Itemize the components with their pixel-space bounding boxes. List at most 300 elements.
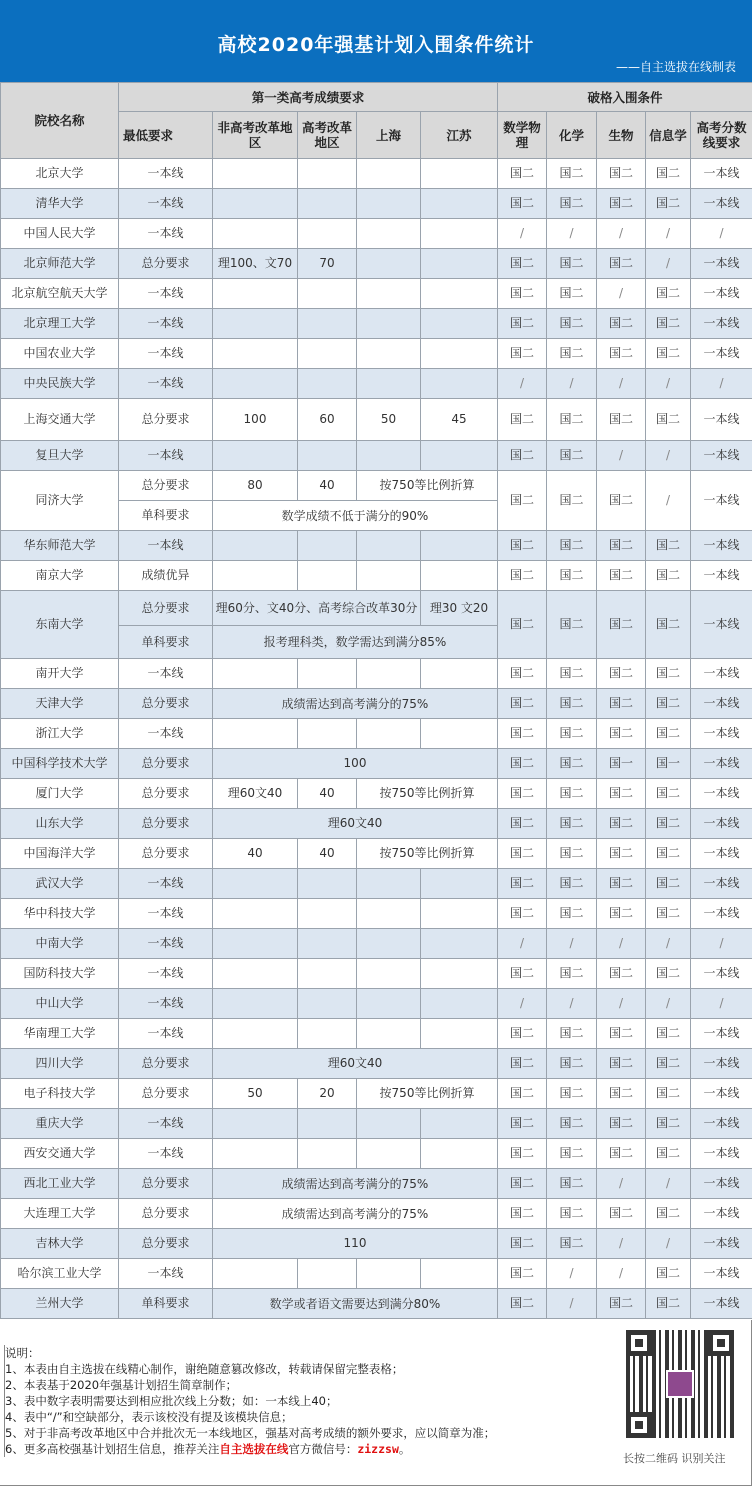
award-level: 国二 [656, 1206, 681, 1220]
empty-cell [298, 339, 357, 369]
school-name: 南开大学 [1, 659, 119, 689]
table-row [1, 689, 752, 719]
note-item: 4、表中“/”和空缺部分，表示该校没有提及该模块信息； [5, 1410, 293, 1424]
award-level: 国二 [510, 493, 535, 507]
award-level: 国二 [510, 1056, 535, 1070]
breakthrough-cell [547, 1169, 597, 1199]
award-level: 国二 [609, 568, 634, 582]
award-level: 国二 [609, 1296, 634, 1310]
min-requirement: 一本线 [119, 309, 213, 339]
breakthrough-cell [498, 339, 547, 369]
award-level: 国二 [609, 1026, 634, 1040]
breakthrough-cell: 一本线 [691, 839, 752, 869]
breakthrough-cell [646, 1019, 691, 1049]
breakthrough-cell: 一本线 [691, 309, 752, 339]
award-level: 国二 [510, 196, 535, 210]
breakthrough-cell [597, 1109, 646, 1139]
note-text: 。 [398, 1442, 411, 1456]
score-requirement: 45 [421, 399, 498, 441]
breakthrough-cell: 一本线 [691, 659, 752, 689]
score-requirement: 数学或者语文需要达到满分80% [213, 1289, 498, 1319]
award-level: 国二 [510, 538, 535, 552]
breakthrough-cell [547, 471, 597, 531]
table-row [1, 1199, 752, 1229]
breakthrough-cell: / [597, 929, 646, 959]
award-level: 国二 [510, 966, 535, 980]
award-level: 国二 [510, 1296, 535, 1310]
breakthrough-cell: / [646, 1169, 691, 1199]
score-requirement: 按750等比例折算 [357, 471, 498, 501]
min-requirement: 总分要求 [119, 809, 213, 839]
breakthrough-cell [547, 279, 597, 309]
award-level: 国二 [656, 876, 681, 890]
breakthrough-cell [498, 159, 547, 189]
breakthrough-cell [646, 809, 691, 839]
breakthrough-cell: / [646, 989, 691, 1019]
breakthrough-cell [498, 471, 547, 531]
breakthrough-cell [547, 561, 597, 591]
breakthrough-cell [498, 441, 547, 471]
breakthrough-cell: / [646, 1229, 691, 1259]
min-requirement: 一本线 [119, 369, 213, 399]
header-jiangsu: 江苏 [421, 112, 498, 159]
breakthrough-cell: / [646, 929, 691, 959]
breakthrough-cell [646, 591, 691, 659]
header-nonreform: 非高考改革地区 [213, 112, 298, 159]
table-row [1, 1109, 752, 1139]
score-requirement: 按750等比例折算 [357, 1079, 498, 1109]
breakthrough-cell [547, 689, 597, 719]
empty-cell [421, 929, 498, 959]
breakthrough-cell [547, 1139, 597, 1169]
breakthrough-cell [597, 869, 646, 899]
award-level: 国二 [559, 166, 584, 180]
empty-cell [298, 1139, 357, 1169]
award-level: 国二 [609, 1116, 634, 1130]
table-row [1, 929, 752, 959]
breakthrough-cell [646, 561, 691, 591]
empty-cell [213, 1139, 298, 1169]
min-requirement: 一本线 [119, 441, 213, 471]
table-row [1, 339, 752, 369]
breakthrough-cell [597, 689, 646, 719]
school-name: 清华大学 [1, 189, 119, 219]
award-level: 国二 [559, 1206, 584, 1220]
empty-cell [298, 219, 357, 249]
award-level: 国二 [609, 786, 634, 800]
table-row [1, 1049, 752, 1079]
breakthrough-cell [498, 531, 547, 561]
award-level: 国二 [510, 816, 535, 830]
header-group-breakthrough: 破格入围条件 [498, 83, 752, 112]
breakthrough-cell [597, 1139, 646, 1169]
award-level: 国二 [656, 786, 681, 800]
breakthrough-cell: / [547, 1259, 597, 1289]
school-name: 电子科技大学 [1, 1079, 119, 1109]
breakthrough-cell: / [597, 1169, 646, 1199]
empty-cell [298, 561, 357, 591]
min-requirement: 总分要求 [119, 1079, 213, 1109]
empty-cell [421, 531, 498, 561]
award-level: 国二 [559, 412, 584, 426]
award-level: 国二 [609, 196, 634, 210]
award-level: 国二 [656, 816, 681, 830]
award-level: 国二 [559, 666, 584, 680]
breakthrough-cell: / [597, 1229, 646, 1259]
min-requirement: 一本线 [119, 959, 213, 989]
breakthrough-cell [597, 899, 646, 929]
breakthrough-cell [646, 1139, 691, 1169]
award-level: 国二 [656, 1146, 681, 1160]
empty-cell [298, 309, 357, 339]
min-requirement: 一本线 [119, 1019, 213, 1049]
empty-cell [298, 959, 357, 989]
award-level: 国二 [656, 1086, 681, 1100]
breakthrough-cell [646, 1199, 691, 1229]
breakthrough-cell [646, 1259, 691, 1289]
min-requirement: 总分要求 [119, 1199, 213, 1229]
award-level: 国二 [559, 493, 584, 507]
breakthrough-cell [498, 1259, 547, 1289]
empty-cell [213, 189, 298, 219]
breakthrough-cell: 一本线 [691, 1289, 752, 1319]
breakthrough-cell: 一本线 [691, 249, 752, 279]
min-requirement: 总分要求 [119, 1169, 213, 1199]
empty-cell [357, 869, 421, 899]
breakthrough-cell: 一本线 [691, 561, 752, 591]
empty-cell [357, 1139, 421, 1169]
award-level: 国二 [559, 906, 584, 920]
qr-code[interactable] [626, 1330, 734, 1438]
award-level: 国二 [559, 538, 584, 552]
award-level: 国二 [656, 568, 681, 582]
breakthrough-cell [547, 531, 597, 561]
school-name: 华南理工大学 [1, 1019, 119, 1049]
school-name: 四川大学 [1, 1049, 119, 1079]
school-name: 南京大学 [1, 561, 119, 591]
min-requirement: 一本线 [119, 159, 213, 189]
award-level: 国二 [559, 1086, 584, 1100]
breakthrough-cell: 一本线 [691, 441, 752, 471]
score-requirement: 100 [213, 749, 498, 779]
award-level: 国一 [656, 756, 681, 770]
empty-cell [421, 1139, 498, 1169]
award-level: 国二 [609, 726, 634, 740]
note-item-6 [5, 1441, 495, 1457]
table-row [1, 1289, 752, 1319]
score-requirement: 50 [357, 399, 421, 441]
breakthrough-cell [547, 1079, 597, 1109]
table-row [1, 959, 752, 989]
breakthrough-cell [498, 659, 547, 689]
school-name: 天津大学 [1, 689, 119, 719]
award-level: 国二 [609, 1086, 634, 1100]
breakthrough-cell: / [646, 441, 691, 471]
empty-cell [298, 159, 357, 189]
score-requirement: 40 [213, 839, 298, 869]
award-level: 国二 [559, 617, 584, 631]
empty-cell [213, 219, 298, 249]
empty-cell [213, 899, 298, 929]
breakthrough-cell [547, 399, 597, 441]
min-requirement: 总分要求 [119, 1229, 213, 1259]
empty-cell [421, 869, 498, 899]
breakthrough-cell: 一本线 [691, 279, 752, 309]
score-requirement: 40 [298, 471, 357, 501]
breakthrough-cell [498, 279, 547, 309]
min-requirement: 一本线 [119, 279, 213, 309]
breakthrough-cell [646, 531, 691, 561]
empty-cell [357, 989, 421, 1019]
min-requirement: 单科要求 [119, 626, 213, 659]
min-requirement: 总分要求 [119, 779, 213, 809]
breakthrough-cell [498, 809, 547, 839]
breakthrough-cell: 一本线 [691, 719, 752, 749]
award-level: 国二 [656, 1116, 681, 1130]
table-row [1, 219, 752, 249]
table-row [1, 1139, 752, 1169]
award-level: 国二 [609, 846, 634, 860]
breakthrough-cell [646, 839, 691, 869]
award-level: 国二 [609, 1146, 634, 1160]
breakthrough-cell: / [498, 929, 547, 959]
award-level: 国二 [559, 448, 584, 462]
empty-cell [298, 531, 357, 561]
school-name: 吉林大学 [1, 1229, 119, 1259]
school-name: 中国农业大学 [1, 339, 119, 369]
breakthrough-cell: / [547, 989, 597, 1019]
empty-cell [421, 339, 498, 369]
breakthrough-cell: / [498, 219, 547, 249]
empty-cell [298, 189, 357, 219]
breakthrough-cell [498, 1019, 547, 1049]
score-requirement: 理60文40 [213, 779, 298, 809]
breakthrough-cell: / [547, 1289, 597, 1319]
header-bio: 生物 [597, 112, 646, 159]
empty-cell [298, 659, 357, 689]
breakthrough-cell [498, 899, 547, 929]
empty-cell [357, 1019, 421, 1049]
score-requirement: 理60文40 [213, 809, 498, 839]
award-level: 国二 [559, 696, 584, 710]
header-min: 最低要求 [119, 112, 213, 159]
school-name: 中南大学 [1, 929, 119, 959]
min-requirement: 一本线 [119, 929, 213, 959]
empty-cell [357, 959, 421, 989]
empty-cell [421, 189, 498, 219]
breakthrough-cell [646, 189, 691, 219]
award-level: 国二 [656, 617, 681, 631]
award-level: 国二 [510, 786, 535, 800]
empty-cell [213, 1109, 298, 1139]
award-level: 国二 [510, 1116, 535, 1130]
empty-cell [298, 369, 357, 399]
note-text: 6、更多高校强基计划招生信息，推荐关注 [5, 1442, 220, 1456]
award-level: 国二 [559, 876, 584, 890]
min-requirement: 一本线 [119, 1259, 213, 1289]
breakthrough-cell: / [646, 219, 691, 249]
award-level: 国二 [656, 1266, 681, 1280]
min-requirement: 一本线 [119, 659, 213, 689]
breakthrough-cell: 一本线 [691, 809, 752, 839]
breakthrough-cell [597, 809, 646, 839]
breakthrough-cell [597, 1199, 646, 1229]
note-item: 5、对于非高考改革地区中合并批次无一本线地区，强基对高考成绩的额外要求，应以简章为准； [5, 1426, 496, 1440]
award-level: 国二 [656, 166, 681, 180]
score-requirement: 成绩需达到高考满分的75% [213, 1199, 498, 1229]
award-level: 国二 [510, 1176, 535, 1190]
note-item: 3、表中数字表明需要达到相应批次线上分数；如：一本线上40； [5, 1394, 338, 1408]
award-level: 国二 [609, 696, 634, 710]
school-name: 重庆大学 [1, 1109, 119, 1139]
breakthrough-cell [547, 719, 597, 749]
breakthrough-cell: 一本线 [691, 749, 752, 779]
header-math: 数学物理 [498, 112, 547, 159]
min-requirement: 一本线 [119, 1109, 213, 1139]
table-row [1, 369, 752, 399]
breakthrough-cell [547, 959, 597, 989]
award-level: 国二 [609, 346, 634, 360]
school-name: 哈尔滨工业大学 [1, 1259, 119, 1289]
score-requirement: 50 [213, 1079, 298, 1109]
empty-cell [357, 189, 421, 219]
breakthrough-cell [646, 1049, 691, 1079]
breakthrough-cell [646, 719, 691, 749]
school-name: 厦门大学 [1, 779, 119, 809]
breakthrough-cell [646, 1289, 691, 1319]
breakthrough-cell: 一本线 [691, 779, 752, 809]
min-requirement: 总分要求 [119, 399, 213, 441]
breakthrough-cell [597, 719, 646, 749]
school-name: 华中科技大学 [1, 899, 119, 929]
award-level: 国二 [609, 412, 634, 426]
school-name: 山东大学 [1, 809, 119, 839]
breakthrough-cell [597, 779, 646, 809]
breakthrough-cell [498, 1229, 547, 1259]
empty-cell [421, 659, 498, 689]
award-level: 国二 [559, 846, 584, 860]
min-requirement: 总分要求 [119, 471, 213, 501]
breakthrough-cell: / [498, 369, 547, 399]
table-row [1, 839, 752, 869]
min-requirement: 成绩优异 [119, 561, 213, 591]
breakthrough-cell [646, 689, 691, 719]
breakthrough-cell: 一本线 [691, 869, 752, 899]
award-level: 国二 [609, 1056, 634, 1070]
header-shanghai: 上海 [357, 112, 421, 159]
empty-cell [421, 249, 498, 279]
breakthrough-cell [597, 309, 646, 339]
award-level: 国二 [656, 966, 681, 980]
empty-cell [213, 279, 298, 309]
table-row [1, 591, 752, 626]
breakthrough-cell [498, 561, 547, 591]
score-requirement: 按750等比例折算 [357, 779, 498, 809]
award-level: 国二 [510, 876, 535, 890]
award-level: 国二 [559, 316, 584, 330]
breakthrough-cell [646, 659, 691, 689]
empty-cell [298, 1019, 357, 1049]
table-row [1, 1019, 752, 1049]
table-row [1, 1169, 752, 1199]
breakthrough-cell [597, 189, 646, 219]
breakthrough-cell: 一本线 [691, 1229, 752, 1259]
breakthrough-cell [646, 959, 691, 989]
breakthrough-cell: / [597, 989, 646, 1019]
score-requirement: 80 [213, 471, 298, 501]
breakthrough-cell [597, 159, 646, 189]
breakthrough-cell [646, 339, 691, 369]
empty-cell [213, 441, 298, 471]
score-requirement: 按750等比例折算 [357, 839, 498, 869]
score-requirement: 理60分、文40分、高考综合改革30分 [213, 591, 421, 626]
header-reform: 高考改革地区 [298, 112, 357, 159]
award-level: 国二 [510, 756, 535, 770]
empty-cell [421, 369, 498, 399]
table-row [1, 249, 752, 279]
breakthrough-cell: 一本线 [691, 1049, 752, 1079]
empty-cell [357, 309, 421, 339]
table-row [1, 159, 752, 189]
note-item: 2、本表基于2020年强基计划招生简章制作； [5, 1378, 238, 1392]
breakthrough-cell [547, 189, 597, 219]
breakthrough-cell [498, 399, 547, 441]
award-level: 国二 [559, 816, 584, 830]
breakthrough-cell [547, 869, 597, 899]
award-level: 国二 [609, 617, 634, 631]
breakthrough-cell [498, 591, 547, 659]
award-level: 国二 [510, 666, 535, 680]
breakthrough-cell [498, 779, 547, 809]
admission-table [0, 82, 752, 1319]
min-requirement: 一本线 [119, 189, 213, 219]
breakthrough-cell [498, 839, 547, 869]
table-row [1, 989, 752, 1019]
notes-heading: 说明： [5, 1346, 40, 1360]
breakthrough-cell [597, 839, 646, 869]
award-level: 国一 [609, 756, 634, 770]
empty-cell [298, 719, 357, 749]
empty-cell [213, 989, 298, 1019]
breakthrough-cell: / [597, 441, 646, 471]
breakthrough-cell: 一本线 [691, 339, 752, 369]
award-level: 国二 [510, 1146, 535, 1160]
score-requirement: 60 [298, 399, 357, 441]
table-row [1, 869, 752, 899]
school-name: 国防科技大学 [1, 959, 119, 989]
breakthrough-cell [646, 159, 691, 189]
breakthrough-cell [498, 869, 547, 899]
breakthrough-cell [597, 561, 646, 591]
empty-cell [421, 279, 498, 309]
page-subtitle: ——自主选拔在线制表 [615, 60, 736, 74]
breakthrough-cell: 一本线 [691, 591, 752, 659]
note-text: 官方微信号： [288, 1442, 358, 1456]
breakthrough-cell [646, 309, 691, 339]
award-level: 国二 [510, 906, 535, 920]
min-requirement: 一本线 [119, 1139, 213, 1169]
empty-cell [357, 531, 421, 561]
school-name: 上海交通大学 [1, 399, 119, 441]
empty-cell [357, 159, 421, 189]
breakthrough-cell: 一本线 [691, 1259, 752, 1289]
school-name: 复旦大学 [1, 441, 119, 471]
award-level: 国二 [656, 412, 681, 426]
empty-cell [357, 561, 421, 591]
empty-cell [357, 369, 421, 399]
breakthrough-cell [646, 1079, 691, 1109]
award-level: 国二 [656, 346, 681, 360]
